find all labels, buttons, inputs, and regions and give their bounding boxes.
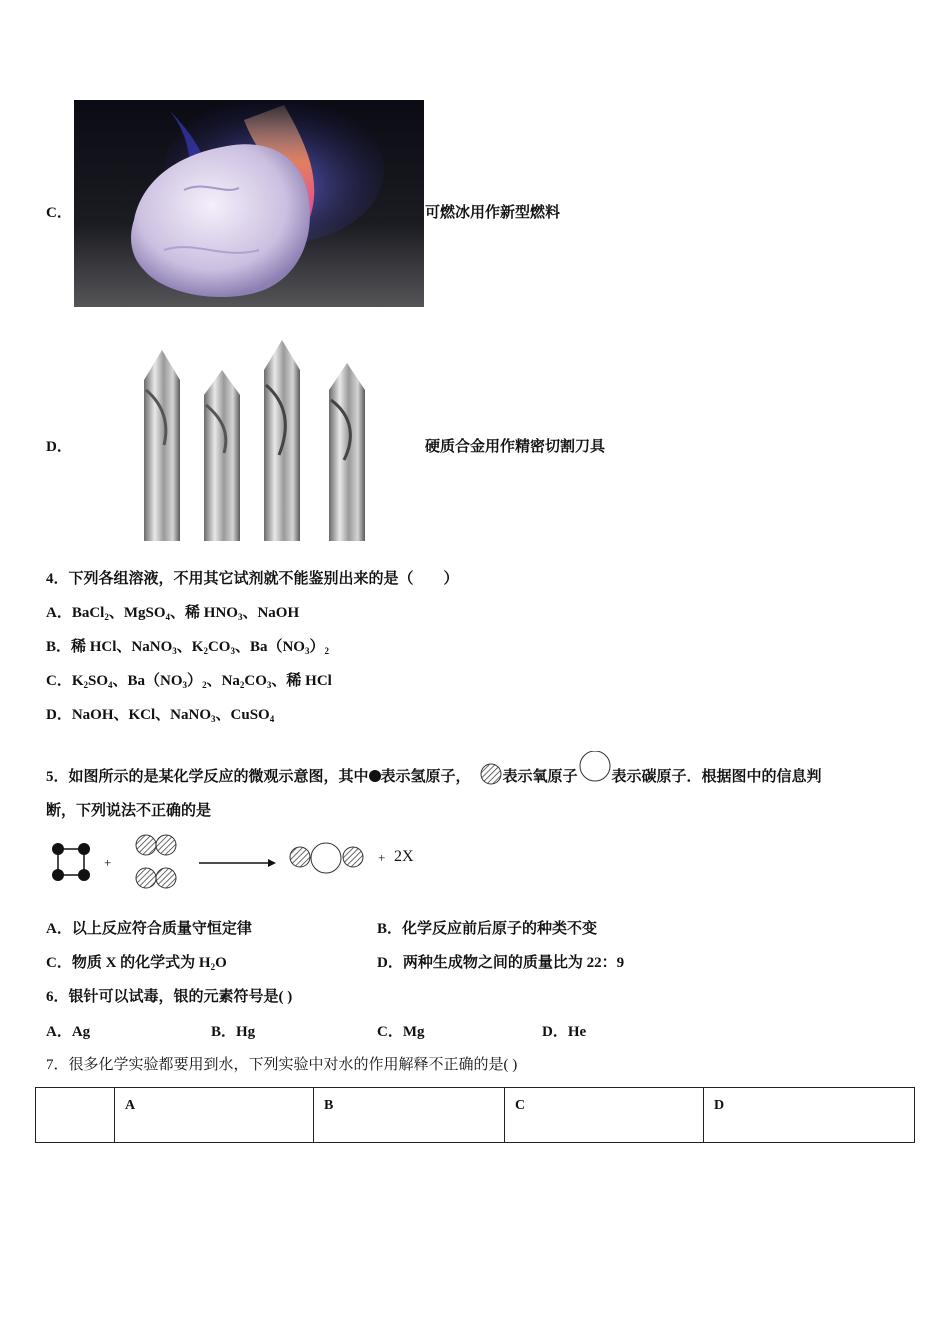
table-header-a: A	[115, 1088, 314, 1143]
option-d-letter: D．	[46, 439, 72, 455]
option-d-text: 硬质合金用作精密切割刀具	[425, 439, 606, 455]
oxygen-molecules	[136, 835, 176, 888]
q4-option-d: D．NaOH、KCl、NaNO$_3$、CuSO$_4$	[46, 707, 275, 724]
q6-option-c: C．Mg	[377, 1024, 425, 1040]
plus-sign-2: +	[378, 850, 386, 865]
table-header-d: D	[704, 1088, 915, 1143]
table-header-b: B	[314, 1088, 505, 1143]
q4-option-c: C．$K_2SO_4$、$Ba(NO_3)_2$、$Na_2CO_3$、稀 HCl	[46, 673, 332, 690]
q7-table	[35, 1087, 915, 1143]
q4-option-a: A．BaCl$_2$、MgSO$_4$、稀 $HNO_3$、NaOH	[46, 605, 300, 622]
oxygen-atom-icon	[479, 763, 503, 793]
q5-option-b: B．化学反应前后原子的种类不变	[377, 921, 598, 937]
methane-like-molecule	[52, 843, 90, 881]
table-header-empty	[36, 1088, 115, 1143]
q6-option-b: B．Hg	[211, 1024, 256, 1040]
table-header-c: C	[505, 1088, 704, 1143]
q6-option-a: A．Ag	[46, 1024, 91, 1040]
reaction-diagram	[46, 832, 446, 892]
product-2x: 2X	[394, 848, 414, 865]
q5-stem-line1: 5．如图所示的是某化学反应的微观示意图，其中 表示氢原子， 表示氧原子 表示碳原子．根据图中的信息判	[46, 751, 822, 793]
q4-stem: 4．下列各组溶液，不用其它试剂就不能鉴别出来的是（ ）	[46, 571, 459, 587]
option-c-letter: C．	[46, 205, 72, 221]
option-c-text: 可燃冰用作新型燃料	[425, 205, 561, 221]
plus-sign: +	[104, 855, 112, 870]
q5-option-d: D．两种生成物之间的质量比为 22：9	[377, 955, 625, 971]
hydrogen-atom-icon	[369, 770, 381, 782]
carbon-atom-icon	[578, 751, 612, 791]
q6-option-d: D．He	[542, 1024, 587, 1040]
hard-alloy-drill-bits-image	[74, 335, 424, 541]
table-row	[36, 1088, 915, 1143]
q6-stem: 6．银针可以试毒，银的元素符号是( )	[46, 989, 293, 1005]
q4-option-b: B．稀 HCl、NaNO$_3$、$K_2CO_3$、$Ba(NO_3)_2$	[46, 639, 329, 656]
q7-stem: 7．很多化学实验都要用到水，下列实验中对水的作用解释不正确的是( )	[46, 1057, 518, 1073]
q5-option-c: C．物质 X 的化学式为 $H_2O$	[46, 955, 227, 972]
q5-option-a: A．以上反应符合质量守恒定律	[46, 921, 252, 937]
burning-methane-hydrate-image	[74, 100, 424, 307]
carbon-dioxide-molecule	[290, 843, 363, 873]
q5-stem-line2: 断，下列说法不正确的是	[46, 803, 212, 819]
